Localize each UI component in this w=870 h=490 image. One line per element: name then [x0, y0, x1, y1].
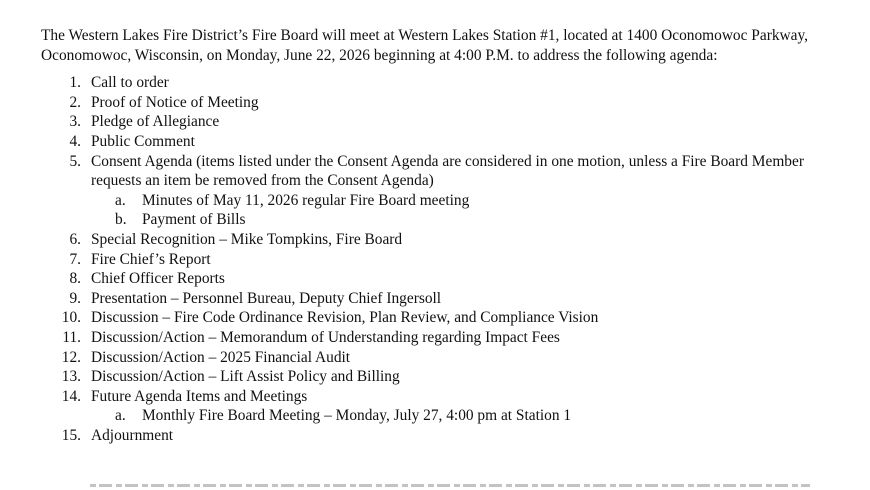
agenda-item — [41, 367, 841, 387]
agenda-item-number: 1. — [69, 74, 81, 92]
agenda-item-text: Discussion/Action – 2025 Financial Audit — [91, 348, 351, 366]
agenda-item — [41, 426, 841, 446]
agenda-item — [41, 230, 841, 250]
agenda-item-text: Future Agenda Items and Meetings — [91, 387, 308, 405]
agenda-item — [41, 112, 841, 132]
sub-agenda-item — [91, 191, 841, 211]
agenda-item — [41, 387, 841, 426]
agenda-item — [41, 308, 841, 328]
agenda-item — [41, 289, 841, 309]
agenda-item-number: 5. — [69, 152, 81, 170]
agenda-item-text: Discussion/Action – Lift Assist Policy and Billing — [91, 368, 400, 386]
cropped-text-line — [90, 480, 810, 490]
agenda-item — [41, 73, 841, 93]
agenda-item — [41, 132, 841, 152]
agenda-item-number: 15. — [61, 426, 81, 444]
sub-item-letter: a. — [115, 407, 126, 425]
sub-item-text: Monthly Fire Board Meeting – Monday, July 27, 4:00 pm at Station 1 — [142, 407, 572, 425]
cropped-text-strip — [90, 484, 810, 487]
sub-item-letter: a. — [115, 191, 126, 209]
agenda-item — [41, 93, 841, 113]
agenda-list — [41, 73, 841, 445]
sub-item-text: Payment of Bills — [142, 211, 246, 229]
agenda-item-text: Consent Agenda (items listed under the Consent Agenda are considered in one motion, unless a Fire Board Member requests an item be removed from the Consent Agenda) — [91, 152, 804, 190]
agenda-item-text: Proof of Notice of Meeting — [91, 93, 259, 111]
agenda-item-number: 14. — [61, 387, 81, 405]
agenda-item — [41, 269, 841, 289]
agenda-item-text: Presentation – Personnel Bureau, Deputy Chief Ingersoll — [91, 289, 442, 307]
future-meetings-sublist — [91, 406, 841, 426]
agenda-item-text: Fire Chief’s Report — [91, 250, 211, 268]
agenda-item-number: 11. — [62, 328, 81, 346]
agenda-item-text: Discussion – Fire Code Ordinance Revision, Plan Review, and Compliance Vision — [91, 309, 599, 327]
agenda-item — [41, 328, 841, 348]
agenda-item-text: Special Recognition – Mike Tompkins, Fire Board — [91, 230, 403, 248]
agenda-item-text: Adjournment — [91, 426, 174, 444]
agenda-item — [41, 250, 841, 270]
agenda-item-text: Public Comment — [91, 132, 195, 150]
document-page — [41, 26, 841, 445]
agenda-item-number: 4. — [69, 132, 81, 150]
agenda-item-text: Discussion/Action – Memorandum of Understanding regarding Impact Fees — [91, 328, 560, 346]
intro-paragraph: The Western Lakes Fire District’s Fire Board will meet at Western Lakes Station #1, located at 1400 Oconomowoc Parkway, Oconomowoc, Wisconsin, on Monday, June 22, 2026 beginning at 4:00 P.M. to address the following agenda: — [41, 27, 809, 64]
sub-item-letter: b. — [115, 211, 127, 229]
agenda-item-text: Pledge of Allegiance — [91, 113, 220, 131]
agenda-item-number: 3. — [69, 113, 81, 131]
agenda-item-number: 2. — [69, 93, 81, 111]
consent-agenda-sublist — [91, 191, 841, 230]
agenda-item-number: 10. — [61, 309, 81, 327]
agenda-item-number: 7. — [69, 250, 81, 268]
sub-agenda-item — [91, 210, 841, 230]
agenda-item-text: Call to order — [91, 74, 169, 92]
agenda-item-number: 13. — [61, 368, 81, 386]
agenda-item — [41, 152, 841, 230]
sub-item-text: Minutes of May 11, 2026 regular Fire Board meeting — [142, 191, 470, 209]
agenda-item-number: 9. — [69, 289, 81, 307]
agenda-item-number: 6. — [69, 230, 81, 248]
agenda-item-number: 8. — [69, 270, 81, 288]
agenda-item — [41, 348, 841, 368]
agenda-item-number: 12. — [61, 348, 81, 366]
agenda-item-text: Chief Officer Reports — [91, 270, 225, 288]
sub-agenda-item — [91, 406, 841, 426]
